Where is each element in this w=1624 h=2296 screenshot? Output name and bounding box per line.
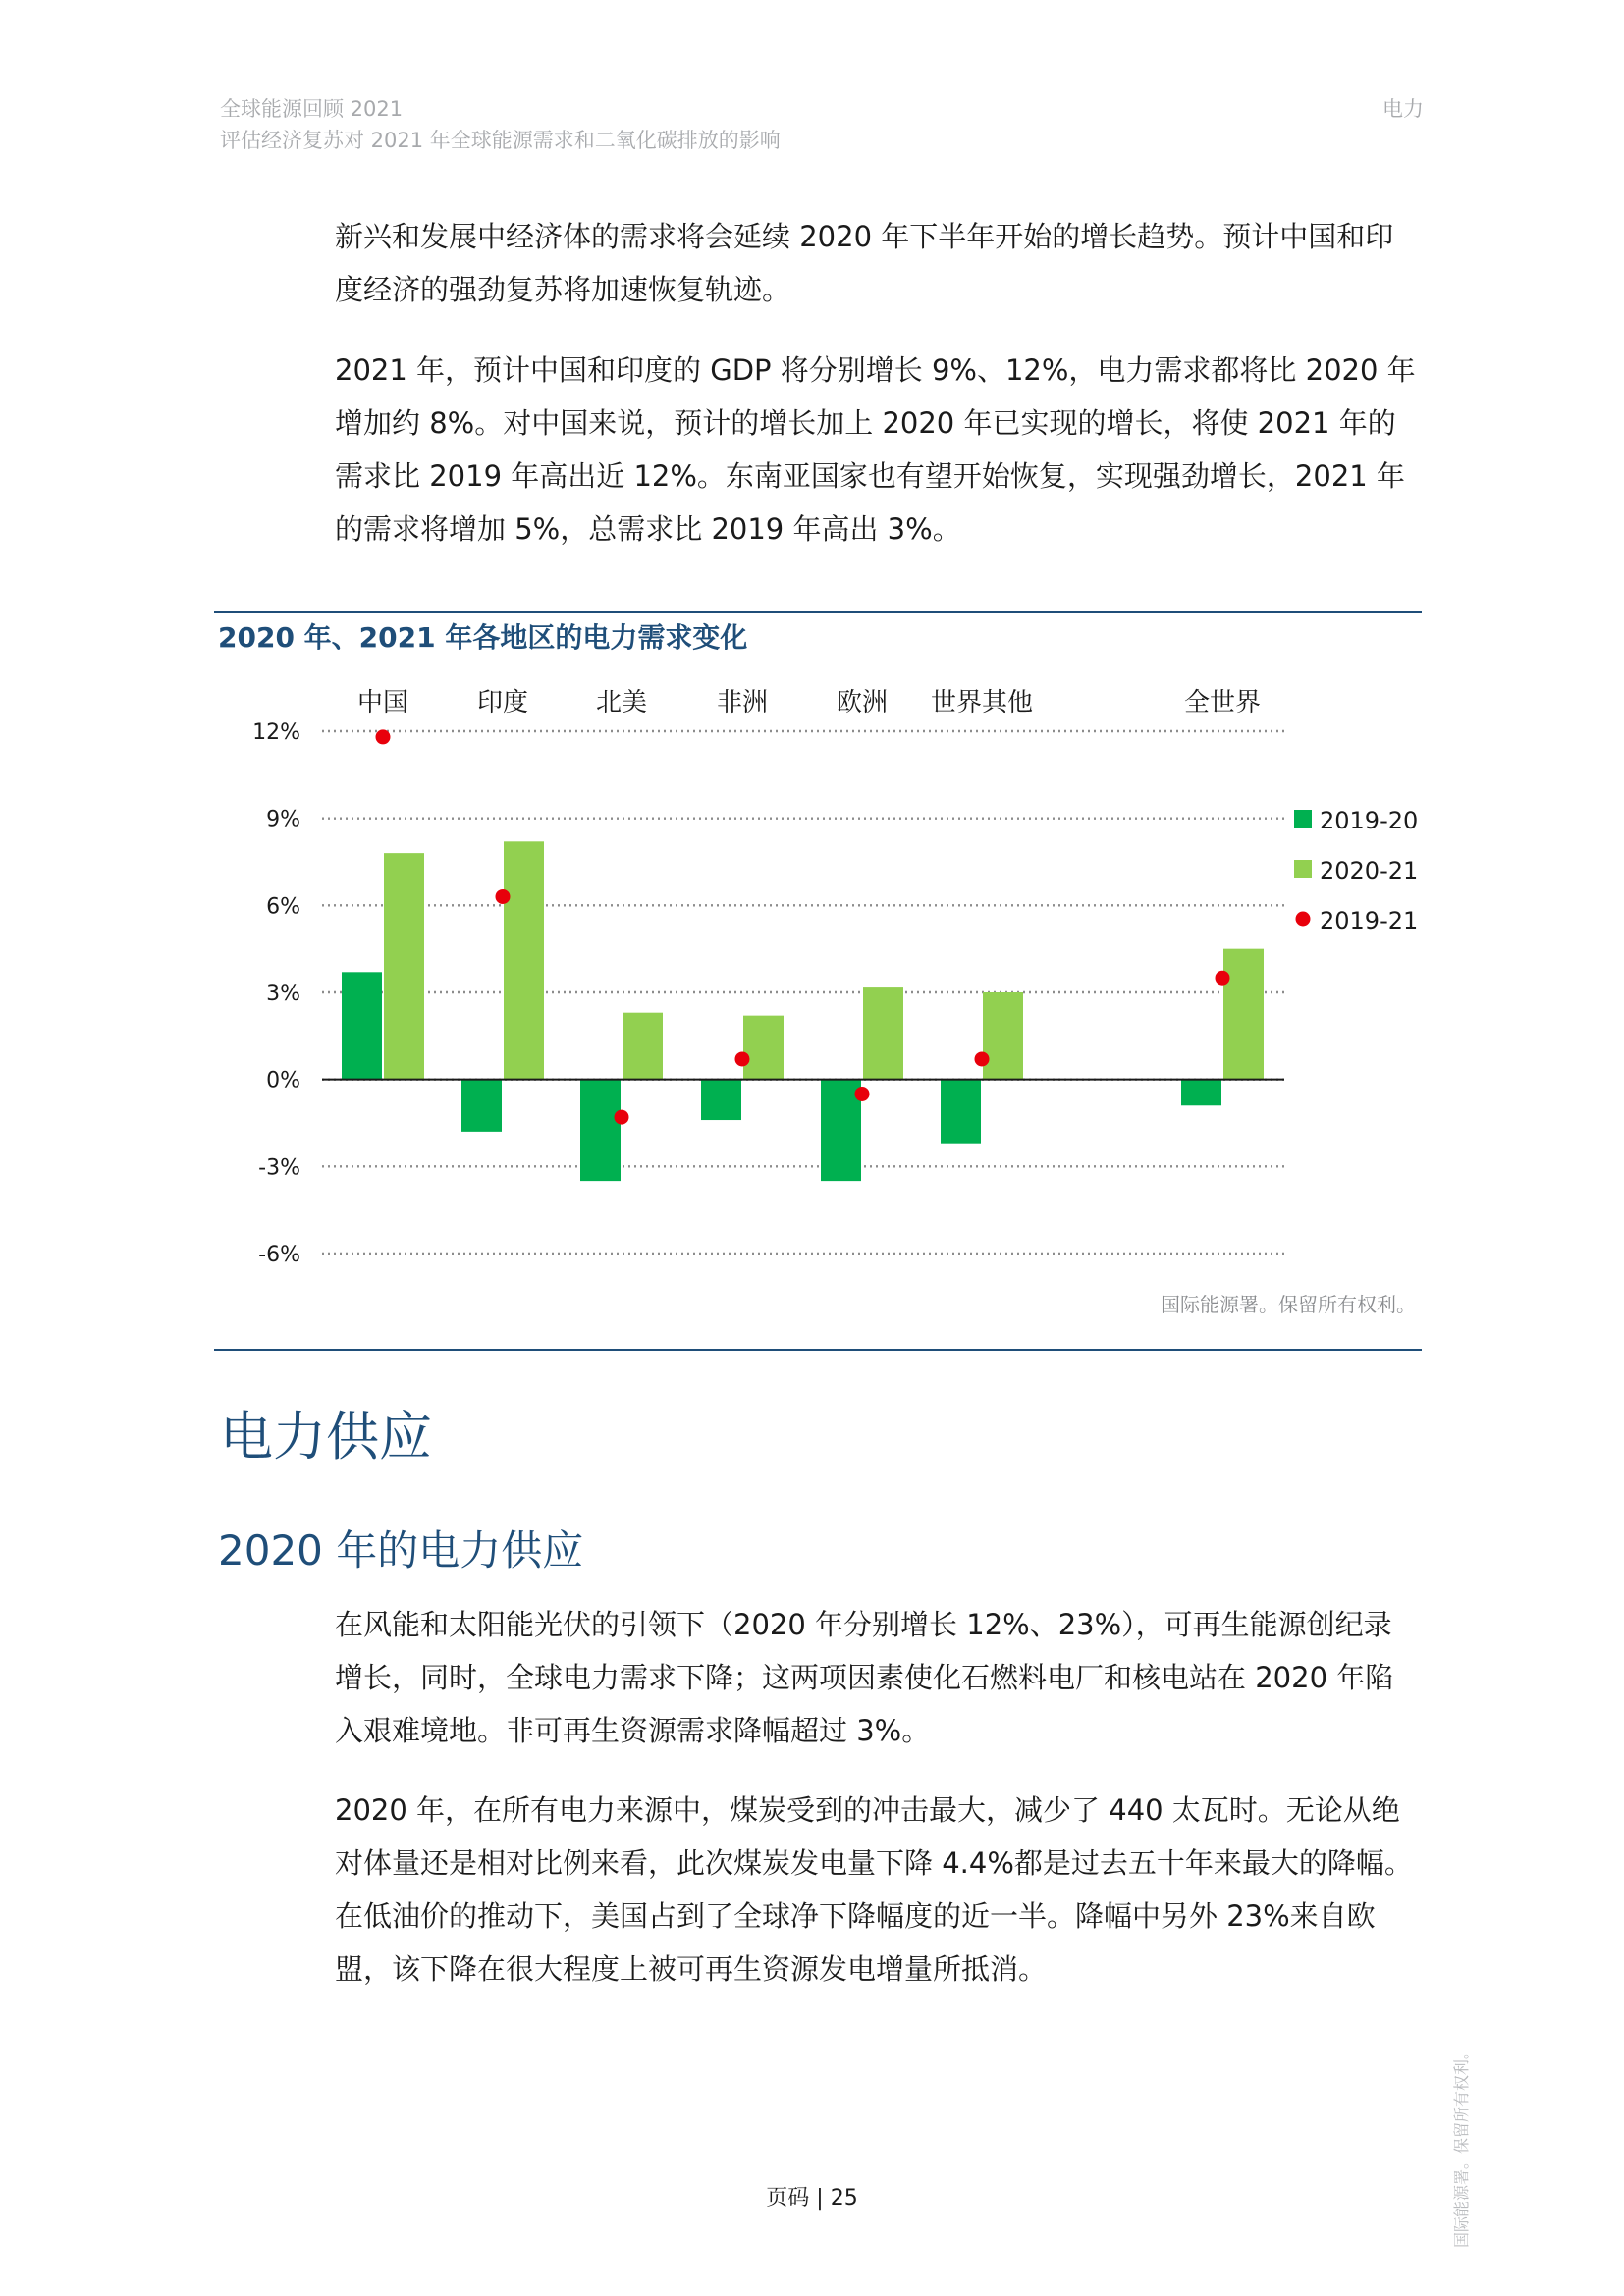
y-tick-label: 6%	[266, 894, 300, 920]
y-tick-label: 3%	[266, 982, 300, 1006]
report-subtitle: 评估经济复苏对 2021 年全球能源需求和二氧化碳排放的影响	[220, 129, 781, 152]
legend-label: 2019-20	[1320, 807, 1419, 834]
bar-2019-20	[461, 1080, 502, 1132]
y-tick-label: 12%	[252, 721, 300, 745]
bar-2020-21	[863, 987, 903, 1080]
legend-label: 2019-21	[1320, 907, 1419, 934]
legend-swatch	[1296, 912, 1311, 927]
demand-change-chart	[214, 667, 1422, 1296]
bar-2019-20	[701, 1080, 741, 1120]
bar-2020-21	[504, 841, 544, 1079]
side-copyright: 国际能源署。保留所有权利。	[1452, 2043, 1471, 2248]
y-tick-label: -3%	[258, 1155, 300, 1181]
y-tick-label: -6%	[258, 1243, 300, 1267]
category-label: 全世界	[1183, 688, 1262, 718]
bar-2020-21	[743, 1016, 784, 1080]
legend-label: 2020-21	[1320, 857, 1419, 884]
y-tick-label: 0%	[266, 1068, 300, 1094]
point-2019-21	[615, 1110, 629, 1125]
point-2019-21	[735, 1051, 750, 1066]
category-label: 北美	[595, 688, 648, 718]
bar-2019-20	[580, 1080, 621, 1181]
category-label: 世界其他	[930, 688, 1034, 718]
bar-2019-20	[1181, 1080, 1221, 1106]
chart-source: 国际能源署。保留所有权利。	[1161, 1293, 1416, 1316]
bar-2020-21	[623, 1013, 663, 1080]
paragraph-2021-forecast: 2021 年，预计中国和印度的 GDP 将分别增长 9%、12%，电力需求都将比 2020 年增加约 8%。对中国来说，预计的增长加上 2020 年已实现的增长，将使 2021 年的需求比 2019 年高出近 12%。东南亚国家也有望开始恢复，实现强劲增长，2021 年的需求将增加 5%，总需求比 2019 年高出 3%。	[335, 353, 1416, 546]
point-2019-21	[376, 729, 391, 744]
legend-swatch	[1294, 860, 1312, 878]
paragraph-coal-decline: 2020 年，在所有电力来源中，煤炭受到的冲击最大，减少了 440 太瓦时。无论从绝对体量还是相对比例来看，此次煤炭发电量下降 4.4%都是过去五十年来最大的降幅。在低油价的推动下，美国占到了全球净下降幅度的近一半。降幅中另外 23%来自欧盟，该下降在很大程度上被可再生资源发电增量所抵消。	[335, 1793, 1413, 1986]
y-tick-label: 9%	[266, 807, 300, 832]
legend-swatch	[1294, 810, 1312, 828]
bar-2020-21	[384, 853, 424, 1080]
section-heading-supply: 电力供应	[220, 1406, 432, 1468]
point-2019-21	[855, 1087, 870, 1101]
bar-2019-20	[342, 972, 382, 1079]
bar-2019-20	[941, 1080, 981, 1144]
subsection-heading-2020-supply: 2020 年的电力供应	[218, 1526, 584, 1575]
paragraph-recovery-trend: 新兴和发展中经济体的需求将会延续 2020 年下半年开始的增长趋势。预计中国和印度经济的强劲复苏将加速恢复轨迹。	[335, 220, 1394, 306]
bar-2020-21	[1223, 949, 1264, 1080]
chart-title: 2020 年、2021 年各地区的电力需求变化	[218, 621, 748, 654]
section-label: 电力	[1382, 97, 1424, 121]
point-2019-21	[496, 889, 511, 904]
category-label: 中国	[356, 688, 409, 718]
page-number: 页码 | 25	[766, 2186, 858, 2211]
point-2019-21	[975, 1051, 990, 1066]
category-label: 印度	[476, 688, 529, 718]
figure-top-rule	[214, 611, 1422, 613]
point-2019-21	[1216, 971, 1230, 986]
category-label: 非洲	[716, 688, 769, 718]
category-label: 欧洲	[836, 688, 889, 718]
figure-bottom-rule	[214, 1349, 1422, 1351]
paragraph-renewables-growth: 在风能和太阳能光伏的引领下（2020 年分别增长 12%、23%），可再生能源创纪录增长，同时，全球电力需求下降；这两项因素使化石燃料电厂和核电站在 2020 年陷入艰难境地。非可再生资源需求降幅超过 3%。	[335, 1608, 1394, 1747]
report-title: 全球能源回顾 2021	[220, 97, 404, 121]
bar-2020-21	[983, 992, 1023, 1080]
